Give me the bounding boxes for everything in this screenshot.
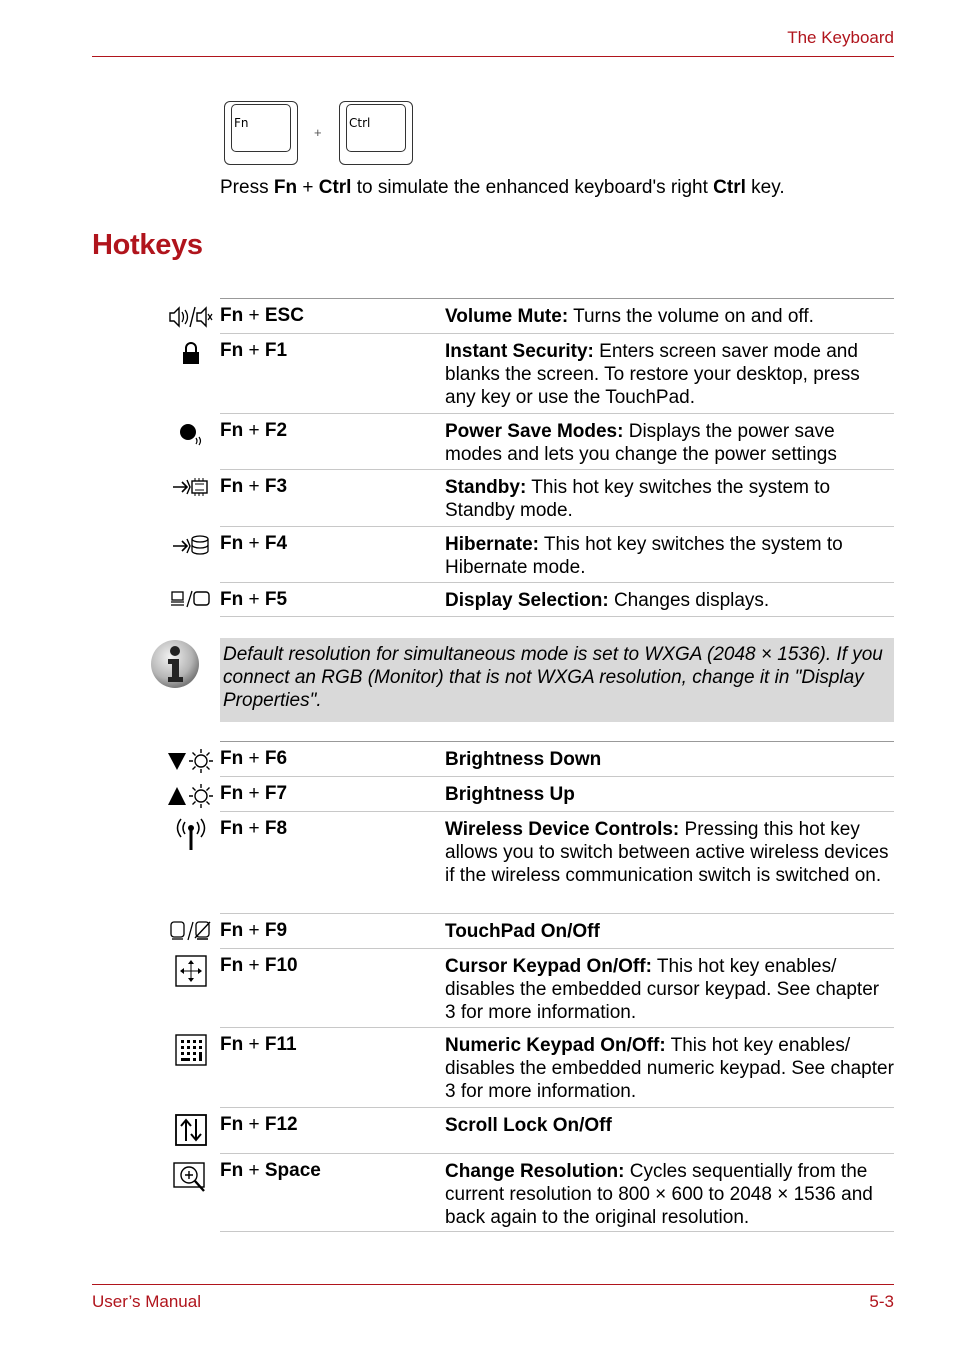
note-text: Default resolution for simultaneous mode is set to WXGA (2048 × 1536). If you connect an RGB (Monitor) that is not WXGA resolution, change it in "Display Properties". xyxy=(223,644,883,711)
hotkey-description: Scroll Lock On/Off xyxy=(445,1115,612,1136)
header-rule xyxy=(92,56,894,57)
hotkey-row xyxy=(220,1027,894,1107)
hotkey-description: Change Resolution: Cycles sequentially from the current resolution to 800 × 600 to 2048 × 1536 and back again to the original resolution. xyxy=(445,1161,873,1228)
hotkey-description: Hibernate: This hot key switches the system to Hibernate mode. xyxy=(445,534,843,578)
hotkey-description: Numeric Keypad On/Off: This hot key enables/ disables the embedded numeric keypad. See chapter 3 for more information. xyxy=(445,1035,894,1102)
hotkey-row xyxy=(220,948,894,1027)
ctrl-key-illustration xyxy=(339,101,413,165)
hotkeys-table-1 xyxy=(220,298,894,617)
wireless-icon xyxy=(168,818,214,852)
scroll-lock-icon xyxy=(168,1114,214,1148)
hotkey-combo: Fn + F10 xyxy=(220,955,298,976)
hotkey-combo: Fn + F3 xyxy=(220,476,288,497)
power-save-icon xyxy=(168,420,214,454)
hotkey-combo: Fn + ESC xyxy=(220,305,304,326)
hotkey-description: Wireless Device Controls: Pressing this hot key allows you to switch between active wireless devices if the wireless communication switch is switched on. xyxy=(445,819,889,886)
hotkey-combo: Fn + F2 xyxy=(220,420,288,441)
note-box xyxy=(220,638,894,722)
ctrl-key-label: Ctrl xyxy=(349,116,371,130)
hotkey-combo: Fn + F11 xyxy=(220,1034,297,1055)
page-number: 5-3 xyxy=(869,1292,894,1311)
hotkey-row xyxy=(220,741,894,776)
hotkey-description: Instant Security: Enters screen saver mode and blanks the screen. To restore your desktop, press any key or use the TouchPad. xyxy=(445,341,860,408)
hotkey-combo: Fn + F9 xyxy=(220,920,288,941)
hibernate-icon xyxy=(168,533,214,567)
hotkey-row xyxy=(220,913,894,948)
hotkey-description: Brightness Down xyxy=(445,749,602,770)
info-icon xyxy=(150,638,202,690)
touchpad-icon xyxy=(168,920,214,954)
section-heading: Hotkeys xyxy=(92,229,203,261)
hotkey-row xyxy=(220,526,894,582)
cursor-keypad-icon xyxy=(168,955,214,989)
standby-icon xyxy=(168,476,214,510)
fn-key-label: Fn xyxy=(234,116,249,130)
hotkey-description: Cursor Keypad On/Off: This hot key enables/ disables the embedded cursor keypad. See chapter 3 for more information. xyxy=(445,956,880,1023)
hotkey-row xyxy=(220,582,894,617)
footer-manual-title: User’s Manual xyxy=(92,1292,201,1311)
hotkey-description: TouchPad On/Off xyxy=(445,921,600,942)
keys-figure xyxy=(224,101,424,165)
running-header: The Keyboard xyxy=(787,28,894,47)
display-selection-icon xyxy=(168,589,214,623)
change-resolution-icon xyxy=(168,1160,214,1194)
hotkey-combo: Fn + F6 xyxy=(220,748,288,769)
footer-rule xyxy=(92,1284,894,1285)
hotkey-combo: Fn + F8 xyxy=(220,818,288,839)
hotkey-combo: Fn + F1 xyxy=(220,340,288,361)
hotkey-row xyxy=(220,469,894,526)
fn-key-illustration xyxy=(224,101,298,165)
plus-sign: + xyxy=(314,125,322,140)
hotkey-description: Power Save Modes: Displays the power save modes and lets you change the power settings xyxy=(445,421,837,465)
brightness-up-icon xyxy=(168,783,214,817)
hotkeys-table-2 xyxy=(220,741,894,1232)
brightness-down-icon xyxy=(168,748,214,782)
hotkey-combo: Fn + F4 xyxy=(220,533,288,554)
hotkey-combo: Fn + F5 xyxy=(220,589,288,610)
hotkey-description: Brightness Up xyxy=(445,784,575,805)
hotkey-row xyxy=(220,413,894,469)
hotkey-description: Volume Mute: Turns the volume on and off. xyxy=(445,306,814,327)
lock-icon xyxy=(168,340,214,374)
hotkey-combo: Fn + Space xyxy=(220,1160,321,1181)
numeric-keypad-icon xyxy=(168,1034,214,1068)
hotkey-description: Standby: This hot key switches the system to Standby mode. xyxy=(445,477,831,521)
hotkey-row xyxy=(220,333,894,413)
volume-mute-icon xyxy=(168,305,214,339)
hotkey-row xyxy=(220,776,894,811)
hotkey-combo: Fn + F7 xyxy=(220,783,288,804)
hotkey-description: Display Selection: Changes displays. xyxy=(445,590,770,611)
press-instruction: Press Fn + Ctrl to simulate the enhanced keyboard's right Ctrl key. xyxy=(220,177,785,198)
hotkey-combo: Fn + F12 xyxy=(220,1114,298,1135)
hotkey-row xyxy=(220,1107,894,1153)
hotkey-row xyxy=(220,298,894,333)
hotkey-row xyxy=(220,811,894,913)
hotkey-row xyxy=(220,1153,894,1232)
